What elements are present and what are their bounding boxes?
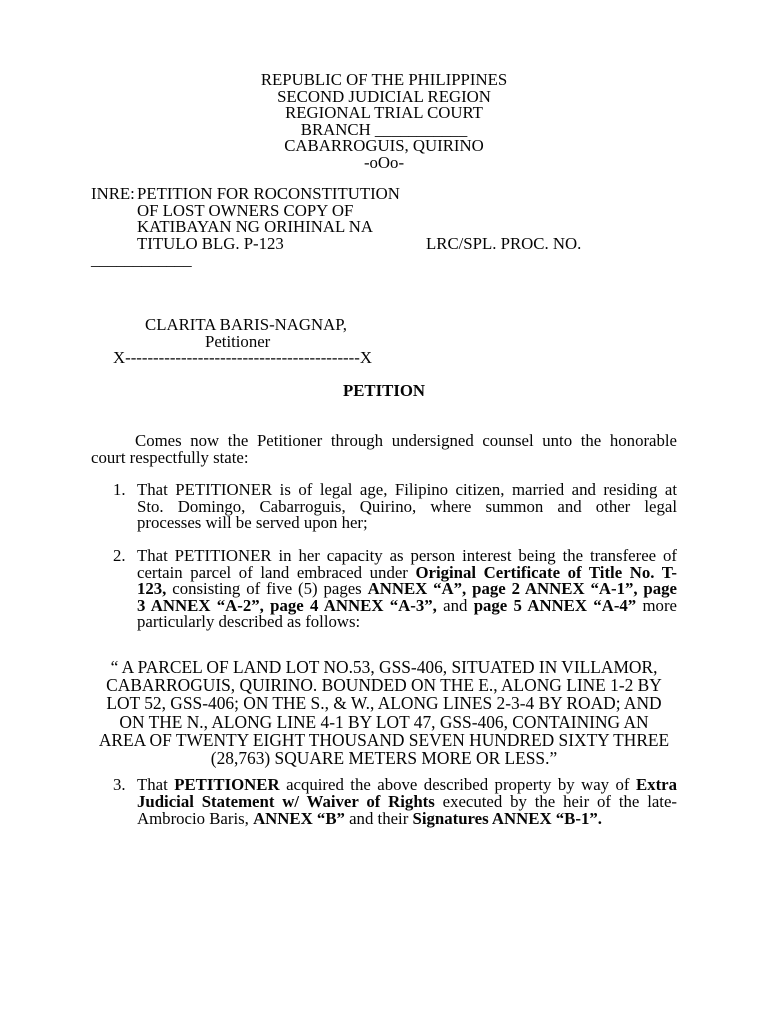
allegation-body (137, 776, 677, 827)
petitioner-name: CLARITA BARIS-NAGNAP, (145, 315, 347, 334)
allegation-line (137, 515, 677, 532)
case-title-line: KATIBAYAN NG ORIHINAL NA (137, 217, 374, 237)
caption-separator: X------------------------------------------X (113, 348, 372, 368)
intro-paragraph (91, 433, 677, 466)
property-description-line: ON THE N., ALONG LINE 4-1 BY LOT 47, GSS-406, CONTAINING AN (119, 711, 649, 732)
header-branch: BRANCH ___________ (300, 119, 468, 139)
allegation-text: processes will be served upon her; (137, 513, 368, 533)
allegation-text: acquired the above described property by way of (286, 775, 630, 794)
allegation-text: That PETITIONER is of legal age, Filipino citizen, married and residing at (137, 480, 677, 499)
petitioner-reference: PETITIONER (174, 775, 280, 794)
allegation-text: That (137, 775, 168, 794)
header-country: REPUBLIC OF THE PHILIPPINES (260, 70, 508, 89)
petitioner-role: Petitioner (205, 331, 271, 351)
allegation-2 (113, 548, 677, 631)
allegation-body (137, 548, 677, 631)
case-title (137, 186, 422, 252)
annex-reference: Signatures ANNEX “B-1”. (412, 809, 602, 828)
allegation-text: consisting of five (5) pages (172, 579, 362, 599)
header-region: SECOND JUDICIAL REGION (277, 86, 491, 106)
allegation-text: Sto. Domingo, Cabarroguis, Quirino, where summon and other legal (137, 496, 677, 516)
property-description-line: LOT 52, GSS-406; ON THE S., & W., ALONG LINES 2-3-4 BY ROAD; AND (106, 693, 662, 714)
allegation-text: certain parcel of land embraced under (137, 562, 408, 582)
allegation-text: particularly described as follows: (137, 612, 361, 632)
allegation-number: 1. (113, 480, 126, 499)
intro-line: court respectfully state: (91, 447, 249, 467)
allegation-line (137, 810, 677, 827)
court-header (0, 72, 768, 172)
allegation-line (137, 776, 677, 793)
annex-reference: page 5 ANNEX “A-4” (473, 595, 637, 615)
allegation-text: and (443, 595, 468, 615)
case-number-blank: ____________ (91, 250, 192, 270)
annex-reference: ANNEX “B” (253, 809, 345, 828)
allegation-number: 2. (113, 546, 126, 565)
allegation-1 (113, 482, 677, 532)
case-title-line: TITULO BLG. P-123 (137, 233, 284, 253)
allegation-body (137, 482, 677, 532)
property-description-line: (28,763) SQUARE METERS MORE OR LESS.” (210, 747, 558, 768)
allegation-text: executed by the heir of the late- (442, 792, 678, 811)
parties-block (0, 317, 768, 369)
annex-reference: 3 ANNEX “A-2”, page 4 ANNEX “A-3”, (137, 595, 437, 615)
certificate-reference: 123, (137, 579, 167, 599)
header-ornament: -oOo- (363, 152, 405, 172)
header-location: CABARROGUIS, QUIRINO (284, 136, 484, 156)
allegation-text: Ambrocio Baris, (137, 809, 249, 828)
deed-reference: Extra (635, 775, 677, 794)
intro-line: Comes now the Petitioner through undersigned counsel unto the honorable (135, 431, 677, 450)
deed-reference: Judicial Statement w/ Waiver of Rights (137, 792, 435, 811)
certificate-reference: Original Certificate of Title No. T- (415, 562, 677, 582)
allegation-text: That PETITIONER in her capacity as person interest being the transferee of (137, 546, 677, 565)
allegation-text: and their (349, 809, 409, 828)
allegation-line (137, 793, 677, 810)
case-title-line: PETITION FOR ROCONSTITUTION (137, 184, 400, 203)
property-description-line: “ A PARCEL OF LAND LOT NO.53, GSS-406, SITUATED IN VILLAMOR, (110, 657, 658, 677)
header-court: REGIONAL TRIAL COURT (285, 103, 483, 123)
case-title-line: OF LOST OWNERS COPY OF (137, 200, 354, 220)
document-title: PETITION (342, 381, 426, 400)
inre-label: INRE: (91, 184, 135, 203)
allegation-number: 3. (113, 775, 126, 794)
property-description-line: AREA OF TWENTY EIGHT THOUSAND SEVEN HUNDRED SIXTY THREE (98, 729, 670, 750)
case-caption (0, 186, 768, 270)
property-description (60, 658, 708, 767)
property-description-line: CABARROGUIS, QUIRINO. BOUNDED ON THE E., ALONG LINE 1-2 BY (106, 675, 662, 696)
allegation-text: more (642, 595, 677, 615)
allegation-line (137, 614, 677, 631)
annex-reference: ANNEX “A”, page 2 ANNEX “A-1”, page (367, 579, 677, 599)
allegation-3 (113, 776, 677, 827)
case-number-label: LRC/SPL. PROC. NO. (426, 233, 582, 253)
